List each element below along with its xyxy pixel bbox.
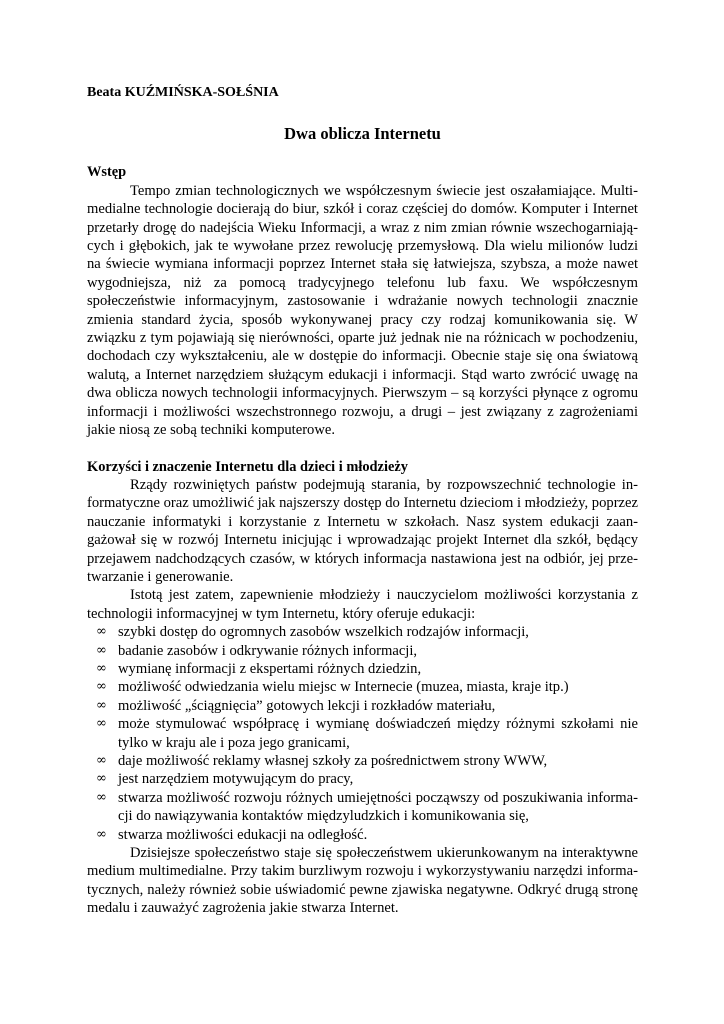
infinity-bullet-icon: ∞ bbox=[96, 679, 107, 695]
list-item bbox=[87, 770, 638, 788]
infinity-bullet-icon: ∞ bbox=[96, 716, 107, 732]
list-item-text: stwarza możliwości edukacji na odległość. bbox=[118, 826, 368, 843]
list-item-text: może stymulować współpracę i wymianę doświadczeń między różnymi szkołami nie tylko w kraju ale i poza jego granicami, bbox=[118, 716, 638, 751]
infinity-bullet-icon: ∞ bbox=[96, 753, 107, 768]
list-item-text: możliwość odwiedzania wielu miejsc w Internecie (muzea, miasta, kraje itp.) bbox=[118, 679, 569, 696]
list-item bbox=[87, 660, 638, 678]
benefits-list bbox=[87, 623, 638, 844]
list-item-text: stwarza możliwość rozwoju różnych umiejętności począwszy od poszukiwania informacji do nawiązywania kontaktów międzyludzkich i komunikowania się, bbox=[118, 789, 638, 825]
closing-paragraph: Dzisiejsze społeczeństwo staje się społeczeństwem ukierunkowanym na interaktywne medium multimedialne. Przy takim burzliwym rozwoju i wykorzystywaniu narzędzi informatycznych, należy również sobie uświadomić pewne zjawiska negatywne. Odkryć drugą stronę medalu i zauważyć zagrożenia jakie stwarza Internet. bbox=[87, 845, 638, 917]
list-item-text: wymianę informacji z ekspertami różnych dziedzin, bbox=[118, 660, 422, 677]
infinity-bullet-icon: ∞ bbox=[96, 660, 107, 676]
benefits-paragraph-2: Istotą jest zatem, zapewnienie młodzieży i nauczycielom możliwości korzystania z technologii informacyjnej w tym Internetu, który oferuje edukacji: bbox=[87, 587, 638, 622]
list-item bbox=[87, 642, 638, 660]
list-item-text: możliwość „ściągnięcia” gotowych lekcji i rozkładów materiału, bbox=[118, 697, 496, 714]
list-item bbox=[87, 752, 638, 770]
list-item bbox=[87, 826, 638, 844]
list-item-text: daje możliwość reklamy własnej szkoły za pośrednictwem strony WWW, bbox=[118, 753, 548, 769]
list-item bbox=[87, 697, 638, 715]
benefits-paragraph-1: Rządy rozwiniętych państw podejmują starania, by rozpowszechnić technologie informatyczne oraz umożliwić jak najszerszy dostęp do Internetu dzieciom i młodzieży, poprzez nauczanie informatyki i korzystanie z Internetu w szkołach. Nasz system edukacji zaangażował się w rozwój Internetu inicjując i wprowadzając projekt Internet dla szkół, będący przejawem nadchodzących czasów, w których informacja nastawiona jest na odbiór, jej przetwarzanie i generowanie. bbox=[87, 476, 638, 585]
list-item-text: szybki dostęp do ogromnych zasobów wszelkich rodzajów informacji, bbox=[118, 624, 529, 641]
list-item-text: jest narzędziem motywującym do pracy, bbox=[118, 771, 354, 788]
section-heading-intro: Wstęp bbox=[87, 164, 127, 181]
section-heading-benefits: Korzyści i znaczenie Internetu dla dzieci i młodzieży bbox=[87, 458, 408, 475]
list-item bbox=[87, 715, 638, 752]
list-item-text: badanie zasobów i odkrywanie różnych informacji, bbox=[118, 642, 418, 659]
list-item bbox=[87, 623, 638, 641]
document-title: Dwa oblicza Internetu bbox=[284, 124, 441, 144]
document-page bbox=[87, 84, 638, 918]
author-name: Beata KUŹMIŃSKA-SOŁŚNIA bbox=[87, 85, 279, 100]
infinity-bullet-icon: ∞ bbox=[96, 789, 107, 805]
infinity-bullet-icon: ∞ bbox=[96, 624, 107, 640]
list-item bbox=[87, 789, 638, 826]
infinity-bullet-icon: ∞ bbox=[96, 697, 107, 713]
infinity-bullet-icon: ∞ bbox=[96, 771, 107, 787]
intro-paragraph: Tempo zmian technologicznych we współczesnym świecie jest oszałamiające. Multimedialne technologie docierają do biur, szkół i coraz częściej do domów. Komputer i Internet przetarły drogę do nadejścia Wieku Informacji, a wraz z nim zmian równie wszechogarniających i głębokich, jak te wywołane przez rewolucję przemysłową. Dla wielu milionów ludzi na świecie wymiana informacji poprzez Internet stała się łatwiejsza, szybsza, a może nawet wygodniejsza, niż za pomocą tradycyjnego telefonu lub faxu. We współczesnym społeczeństwie informacyjnym, zastosowanie i wdrażanie nowych technologii znacznie zmienia standard życia, sposób wykonywanej pracy czy rodzaj komunikowania się. W związku z tym pojawiają się nierówności, oparte już jednak nie na różnicach w pochodzeniu, dochodach czy wykształceniu, ale w dostępie do informacji. Obecnie staje się ona światową walutą, a Internet narzędziem służącym edukacji i informacji. Stąd warto zwrócić uwagę na dwa oblicza nowych technologii informacyjnych. Pierwszym – są korzyści płynące z ogromu informacji i możliwości wszechstronnego rozwoju, a drugi – jest związany z zagrożeniami jakie niosą ze sobą techniki komputerowe. bbox=[87, 182, 638, 439]
list-item bbox=[87, 678, 638, 696]
infinity-bullet-icon: ∞ bbox=[96, 826, 107, 842]
infinity-bullet-icon: ∞ bbox=[96, 642, 107, 658]
